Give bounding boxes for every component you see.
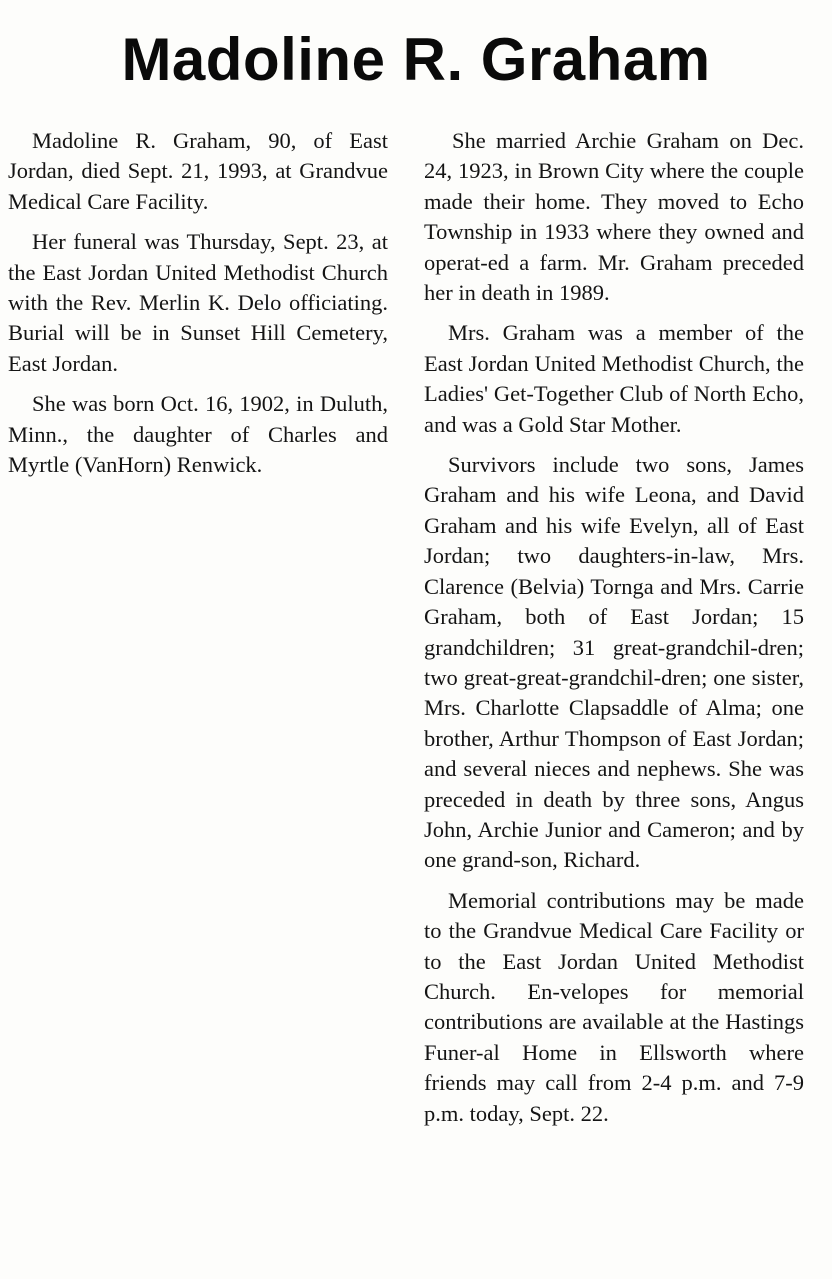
right-column <box>424 126 804 1139</box>
memorial-paragraph: Memorial contributions may be made to the Grandvue Medical Care Facility or to the East Jordan United Methodist Church. En-velopes for memorial contributions are available at the Hastings Funer-al Home in Ellsworth where friends may call from 2-4 p.m. and 7-9 p.m. today, Sept. 22. <box>424 887 804 1126</box>
membership-paragraph: Mrs. Graham was a member of the East Jordan United Methodist Church, the Ladies' Get-Together Club of North Echo, and was a Gold Star Mother. <box>424 320 804 437</box>
obituary-headline: Madoline R. Graham <box>121 26 711 93</box>
funeral-paragraph: Her funeral was Thursday, Sept. 23, at the East Jordan United Methodist Church with the Rev. Merlin K. Delo officiating. Burial will be in Sunset Hill Cemetery, East Jordan. <box>8 229 388 376</box>
left-column <box>8 126 388 490</box>
survivors-paragraph: Survivors include two sons, James Graham and his wife Leona, and David Graham and his wife Evelyn, all of East Jordan; two daughters-in-law, Mrs. Clarence (Belvia) Tornga and Mrs. Carrie Graham, both of East Jordan; 15 grandchildren; 31 great-grandchil-dren; two great-great-grandchil-dren; one sister, Mrs. Charlotte Clapsaddle of Alma; one brother, Arthur Thompson of East Jordan; and several nieces and nephews. She was preceded in death by three sons, Angus John, Archie Junior and Cameron; and by one grand-son, Richard. <box>424 452 804 873</box>
birth-paragraph: She was born Oct. 16, 1902, in Duluth, Minn., the daughter of Charles and Myrtle (VanHorn) Renwick. <box>8 391 388 478</box>
marriage-paragraph: She married Archie Graham on Dec. 24, 1923, in Brown City where the couple made their home. They moved to Echo Township in 1933 where they owned and operat-ed a farm. Mr. Graham preceded her in death in 1989. <box>424 128 804 306</box>
obituary-paragraph: Madoline R. Graham, 90, of East Jordan, died Sept. 21, 1993, at Grandvue Medical Care Facility. <box>8 128 388 214</box>
